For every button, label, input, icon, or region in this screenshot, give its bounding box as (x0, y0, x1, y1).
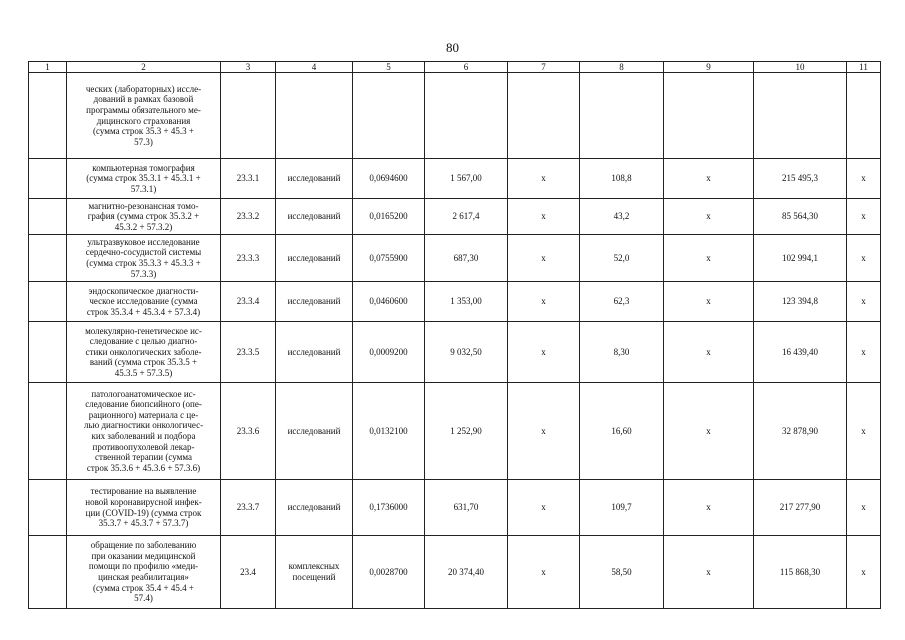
unit-cell: исследований (276, 235, 353, 282)
col10-cell: 85 564,30 (754, 199, 847, 235)
indicator-name-cell: магнитно-резонансная томо- графия (сумма строк 35.3.2 + 45.3.2 + 57.3.2) (67, 199, 221, 235)
volume-norm-cell: 0,0165200 (353, 199, 425, 235)
table-row (29, 282, 881, 322)
col11-cell: х (847, 536, 881, 609)
col8-cell: 108,8 (580, 159, 664, 199)
col8-cell: 109,7 (580, 480, 664, 536)
col11-cell: х (847, 480, 881, 536)
column-header: 6 (425, 62, 508, 73)
col11-cell: х (847, 235, 881, 282)
column-header: 7 (508, 62, 580, 73)
col7-cell: х (508, 536, 580, 609)
col7-cell: х (508, 480, 580, 536)
volume-norm-cell (353, 73, 425, 159)
cost-norm-cell: 2 617,4 (425, 199, 508, 235)
indicator-name-cell: молекулярно-генетическое ис- следование с целью диагно- стики онкологических заболе- ваний (сумма строк 35.3.5 + 45.3.5 + 57.3.5) (67, 322, 221, 383)
volume-norm-cell: 0,0009200 (353, 322, 425, 383)
line-code-cell: 23.4 (221, 536, 276, 609)
col9-cell: х (664, 322, 754, 383)
row-index-cell (29, 235, 67, 282)
volume-norm-cell: 0,0132100 (353, 383, 425, 480)
line-code-cell: 23.3.5 (221, 322, 276, 383)
indicator-name-cell: ультразвуковое исследование сердечно-сосудистой системы (сумма строк 35.3.3 + 45.3.3 + 57.3.3) (67, 235, 221, 282)
indicator-name-cell: патологоанатомическое ис- следование биопсийного (опе- рационного) материала с це- лью диагностики онкологичес- ких заболеваний и подбора противоопухолевой лекар- ственной терапии (сумма строк 35.3.6 + 45.3.6 + 57.3.6) (67, 383, 221, 480)
cost-norm-cell: 631,70 (425, 480, 508, 536)
indicator-name-cell: компьютерная томография (сумма строк 35.3.1 + 45.3.1 + 57.3.1) (67, 159, 221, 199)
col10-cell: 32 878,90 (754, 383, 847, 480)
col11-cell: х (847, 199, 881, 235)
col9-cell: х (664, 199, 754, 235)
column-header: 3 (221, 62, 276, 73)
indicator-name-cell: тестирование на выявление новой коронавирусной инфек- ции (COVID-19) (сумма строк 35.3.7 + 45.3.7 + 57.3.7) (67, 480, 221, 536)
unit-cell: исследований (276, 322, 353, 383)
cost-norm-cell: 687,30 (425, 235, 508, 282)
table-row (29, 199, 881, 235)
table-header-row (29, 62, 881, 73)
column-header: 11 (847, 62, 881, 73)
data-table (28, 61, 881, 609)
col9-cell: х (664, 536, 754, 609)
col8-cell: 52,0 (580, 235, 664, 282)
col7-cell: х (508, 235, 580, 282)
col10-cell: 16 439,40 (754, 322, 847, 383)
col11-cell (847, 73, 881, 159)
cost-norm-cell: 1 252,90 (425, 383, 508, 480)
col9-cell: х (664, 159, 754, 199)
cost-norm-cell: 9 032,50 (425, 322, 508, 383)
col7-cell: х (508, 282, 580, 322)
col10-cell: 215 495,3 (754, 159, 847, 199)
col8-cell: 62,3 (580, 282, 664, 322)
col11-cell: х (847, 282, 881, 322)
column-header: 9 (664, 62, 754, 73)
line-code-cell: 23.3.4 (221, 282, 276, 322)
row-index-cell (29, 383, 67, 480)
col7-cell: х (508, 383, 580, 480)
col9-cell: х (664, 282, 754, 322)
table-body (29, 62, 881, 609)
col10-cell: 217 277,90 (754, 480, 847, 536)
col11-cell: х (847, 322, 881, 383)
line-code-cell: 23.3.1 (221, 159, 276, 199)
col9-cell: х (664, 383, 754, 480)
col10-cell: 123 394,8 (754, 282, 847, 322)
col7-cell: х (508, 322, 580, 383)
cost-norm-cell: 1 567,00 (425, 159, 508, 199)
col7-cell: х (508, 199, 580, 235)
table-row (29, 480, 881, 536)
col8-cell (580, 73, 664, 159)
col8-cell: 58,50 (580, 536, 664, 609)
row-index-cell (29, 322, 67, 383)
indicator-name-cell: обращение по заболеванию при оказании медицинской помощи по профилю «меди- цинская реабилитация» (сумма строк 35.4 + 45.4 + 57.4) (67, 536, 221, 609)
col10-cell: 102 994,1 (754, 235, 847, 282)
col8-cell: 16,60 (580, 383, 664, 480)
col9-cell: х (664, 235, 754, 282)
col7-cell (508, 73, 580, 159)
col7-cell: х (508, 159, 580, 199)
unit-cell: комплексных посещений (276, 536, 353, 609)
table-row (29, 322, 881, 383)
unit-cell: исследований (276, 480, 353, 536)
row-index-cell (29, 536, 67, 609)
table-row (29, 73, 881, 159)
volume-norm-cell: 0,0460600 (353, 282, 425, 322)
line-code-cell: 23.3.2 (221, 199, 276, 235)
col11-cell: х (847, 159, 881, 199)
indicator-name-cell: ческих (лабораторных) иссле- дований в рамках базовой программы обязательного ме- дицинского страхования (сумма строк 35.3 + 45.3 + 57.3) (67, 73, 221, 159)
column-header: 2 (67, 62, 221, 73)
col8-cell: 43,2 (580, 199, 664, 235)
row-index-cell (29, 199, 67, 235)
col9-cell (664, 73, 754, 159)
volume-norm-cell: 0,0755900 (353, 235, 425, 282)
unit-cell: исследований (276, 383, 353, 480)
column-header: 5 (353, 62, 425, 73)
volume-norm-cell: 0,1736000 (353, 480, 425, 536)
line-code-cell (221, 73, 276, 159)
row-index-cell (29, 73, 67, 159)
unit-cell: исследований (276, 282, 353, 322)
table-row (29, 159, 881, 199)
row-index-cell (29, 480, 67, 536)
column-header: 4 (276, 62, 353, 73)
line-code-cell: 23.3.7 (221, 480, 276, 536)
col8-cell: 8,30 (580, 322, 664, 383)
table-row (29, 383, 881, 480)
column-header: 8 (580, 62, 664, 73)
unit-cell: исследований (276, 199, 353, 235)
col10-cell: 115 868,30 (754, 536, 847, 609)
cost-norm-cell: 20 374,40 (425, 536, 508, 609)
table-row (29, 235, 881, 282)
volume-norm-cell: 0,0028700 (353, 536, 425, 609)
col10-cell (754, 73, 847, 159)
cost-norm-cell: 1 353,00 (425, 282, 508, 322)
row-index-cell (29, 159, 67, 199)
line-code-cell: 23.3.3 (221, 235, 276, 282)
volume-norm-cell: 0,0694600 (353, 159, 425, 199)
unit-cell: исследований (276, 159, 353, 199)
table-row (29, 536, 881, 609)
indicator-name-cell: эндоскопическое диагности- ческое исследование (сумма строк 35.3.4 + 45.3.4 + 57.3.4) (67, 282, 221, 322)
column-header: 1 (29, 62, 67, 73)
line-code-cell: 23.3.6 (221, 383, 276, 480)
unit-cell (276, 73, 353, 159)
column-header: 10 (754, 62, 847, 73)
cost-norm-cell (425, 73, 508, 159)
row-index-cell (29, 282, 67, 322)
page-number: 80 (446, 40, 459, 55)
col9-cell: х (664, 480, 754, 536)
col11-cell: х (847, 383, 881, 480)
